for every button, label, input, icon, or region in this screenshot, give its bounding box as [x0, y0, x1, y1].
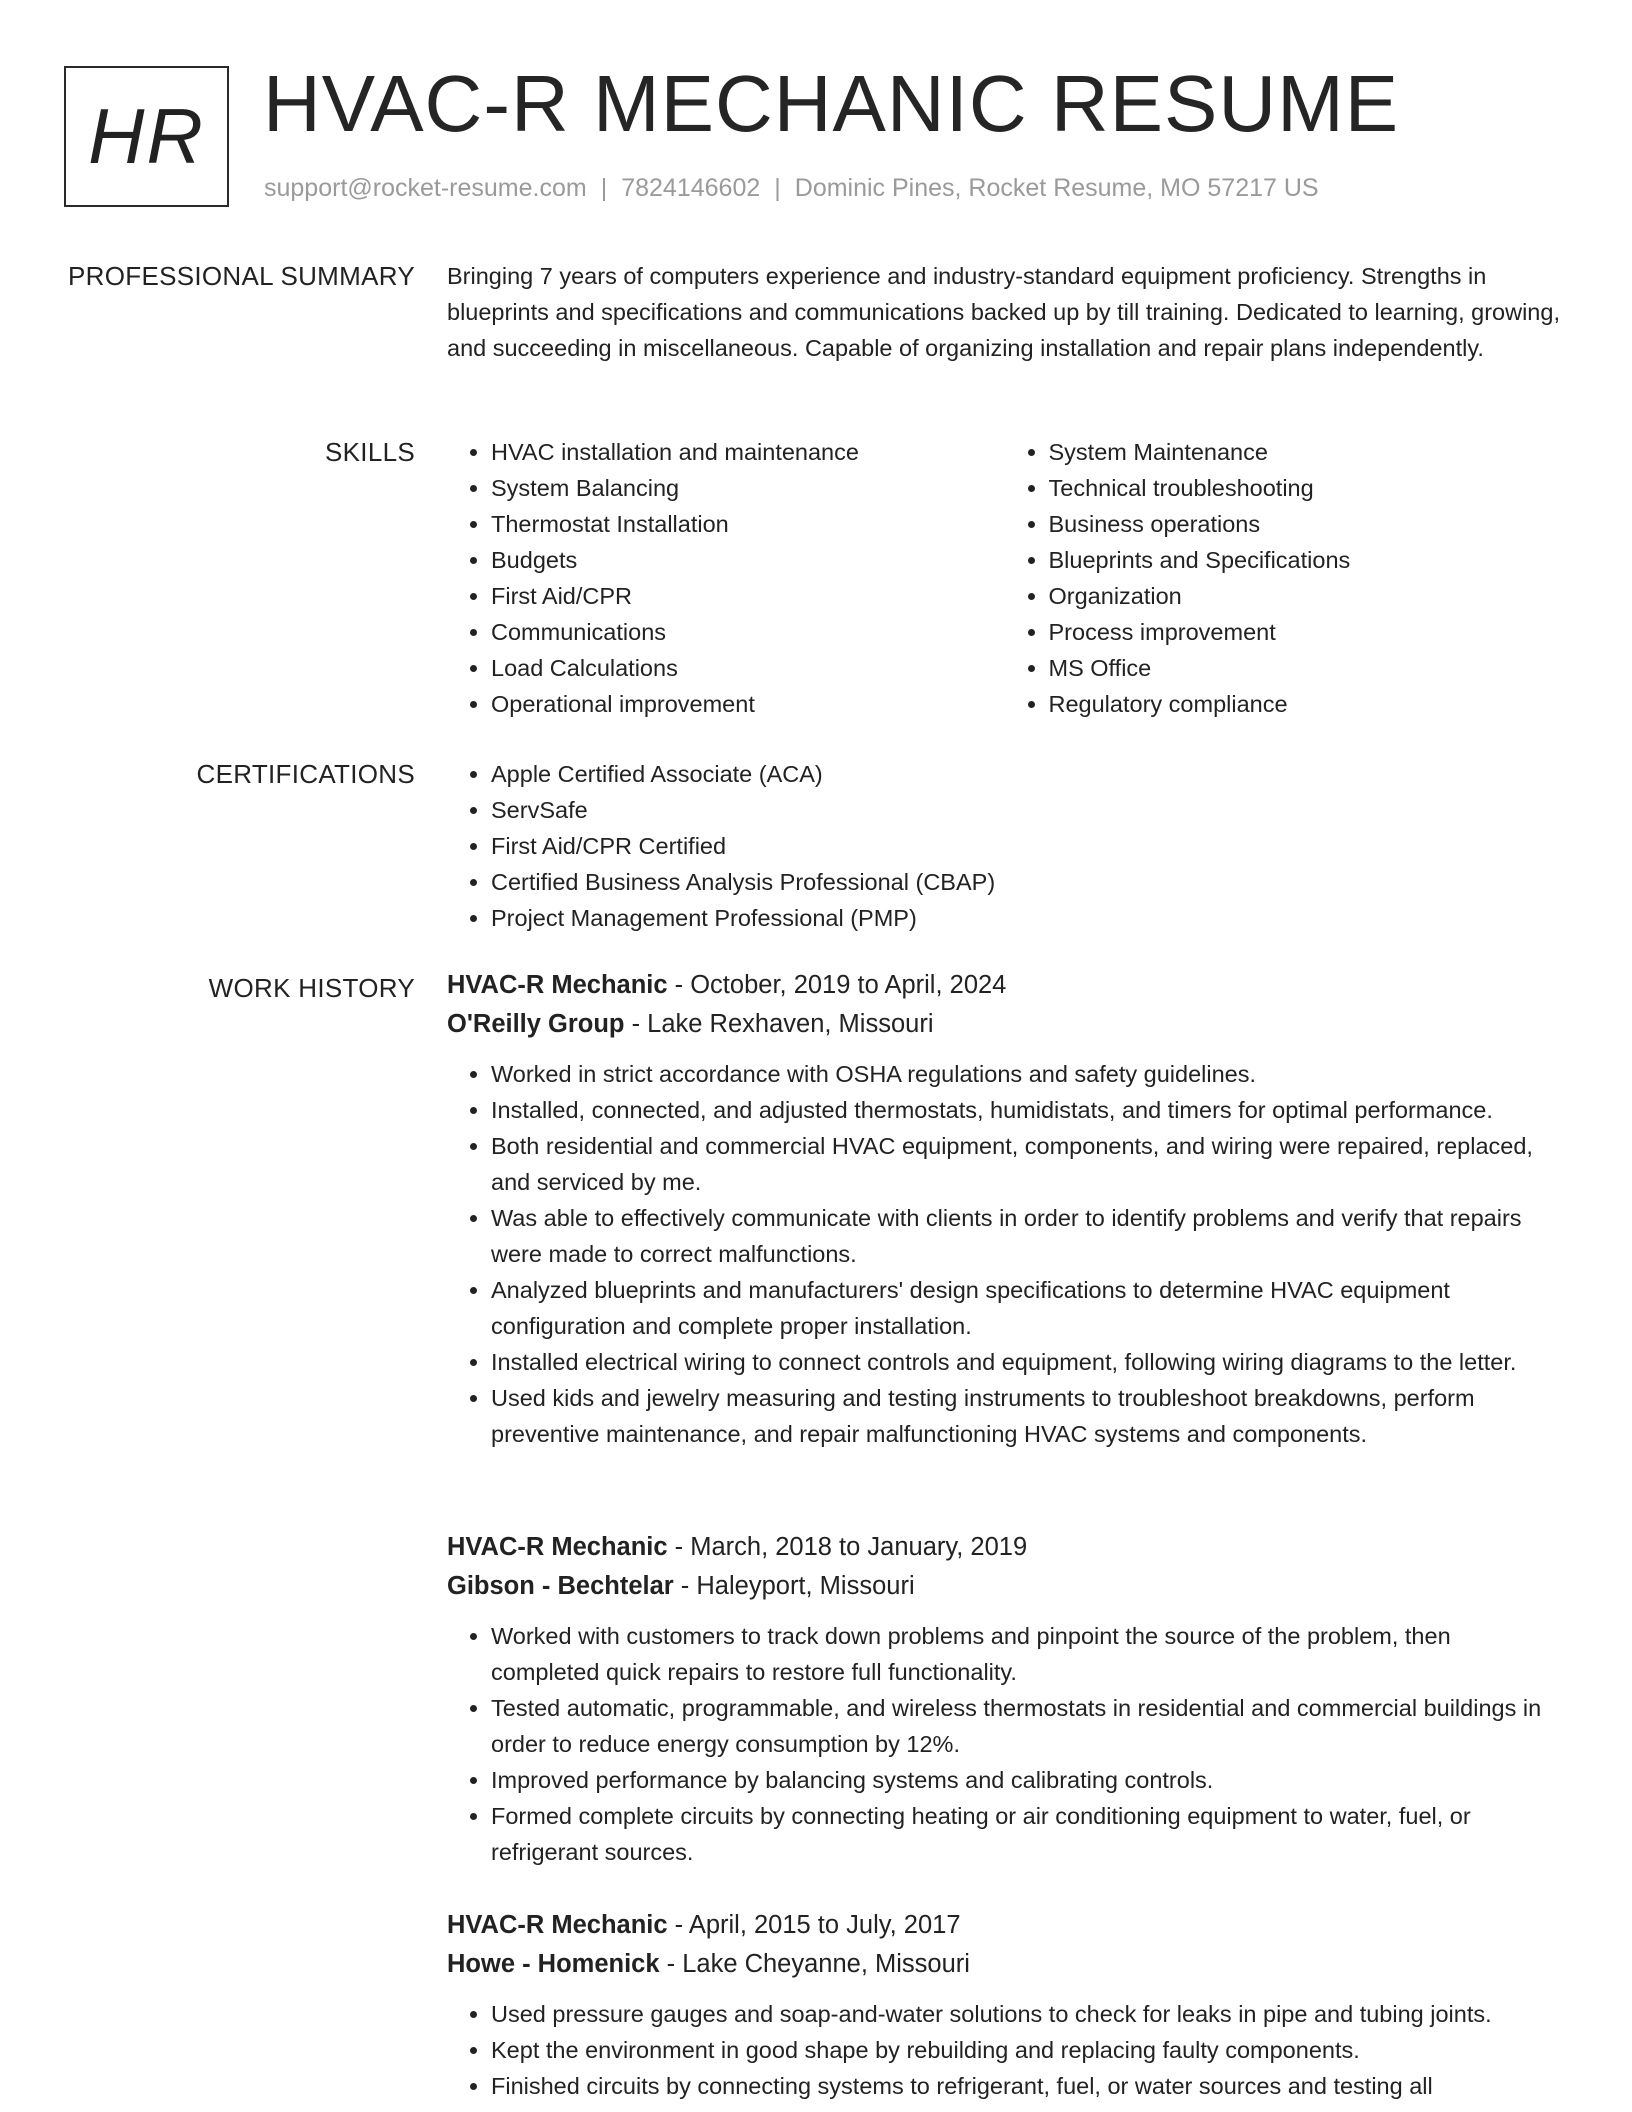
job-company-line — [447, 1945, 1562, 1984]
job-duty: • Worked with customers to track down problems and pinpoint the source of the problem, then completed quick repairs to restore full functionality. — [491, 1618, 1562, 1690]
skill-item: • Organization — [1049, 578, 1563, 614]
skill-item: • Communications — [491, 614, 1005, 650]
job-duty: • Used pressure gauges and soap-and-water solutions to check for leaks in pipe and tubing joints. — [491, 1996, 1562, 2032]
monogram-initials: HR — [88, 92, 205, 180]
certification-item: • First Aid/CPR Certified — [491, 828, 1562, 864]
section-label-certifications: CERTIFICATIONS — [196, 759, 415, 789]
certification-item: • Certified Business Analysis Professional (CBAP) — [491, 864, 1562, 900]
monogram-logo — [64, 66, 229, 207]
job-company: Howe - Homenick — [447, 1950, 660, 1978]
skills-list — [447, 434, 1562, 722]
skill-item: • MS Office — [1049, 650, 1563, 686]
job-dates: - October, 2019 to April, 2024 — [667, 971, 1007, 999]
job-location: - Lake Rexhaven, Missouri — [624, 1010, 934, 1038]
certification-item: • ServSafe — [491, 792, 1562, 828]
job-dates: - March, 2018 to January, 2019 — [667, 1533, 1028, 1561]
contact-phone[interactable]: 7824146602 — [621, 174, 761, 202]
skill-item: • System Maintenance — [1049, 434, 1563, 470]
job-title-line — [447, 966, 1562, 1005]
job-entry — [447, 1906, 1562, 2104]
job-duty: • Tested automatic, programmable, and wireless thermostats in residential and commercial buildings in order to reduce energy consumption by 12%. — [491, 1690, 1562, 1762]
job-company: Gibson - Bechtelar — [447, 1572, 674, 1600]
job-location: - Lake Cheyanne, Missouri — [659, 1950, 970, 1978]
skill-item: • Business operations — [1049, 506, 1563, 542]
skills-column-1 — [447, 434, 1005, 722]
job-duty: • Finished circuits by connecting systems to refrigerant, fuel, or water sources and testing all — [491, 2068, 1562, 2104]
job-duties-list — [447, 1618, 1562, 1870]
job-duty: • Used kids and jewelry measuring and testing instruments to troubleshoot breakdowns, perform preventive maintenance, and repair malfunctioning HVAC systems and components. — [491, 1380, 1562, 1452]
job-duties-list — [447, 1056, 1562, 1452]
certifications-body — [447, 756, 1562, 936]
job-title-line — [447, 1528, 1562, 1567]
skill-item: • Load Calculations — [491, 650, 1005, 686]
job-duty: • Installed, connected, and adjusted thermostats, humidistats, and timers for optimal performance. — [491, 1092, 1562, 1128]
contact-separator: | — [600, 174, 608, 202]
job-company-line — [447, 1567, 1562, 1606]
skill-item: • Budgets — [491, 542, 1005, 578]
job-entry — [447, 1528, 1562, 1870]
job-duty: • Both residential and commercial HVAC equipment, components, and wiring were repaired, replaced, and serviced by me. — [491, 1128, 1562, 1200]
contact-separator: | — [774, 174, 781, 202]
job-entry — [447, 966, 1562, 1452]
job-duty: • Was able to effectively communicate with clients in order to identify problems and verify that repairs were made to correct malfunctions. — [491, 1200, 1562, 1272]
certification-item: • Project Management Professional (PMP) — [491, 900, 1562, 936]
certification-item: • Apple Certified Associate (ACA) — [491, 756, 1562, 792]
skill-item: • System Balancing — [491, 470, 1005, 506]
job-company: O'Reilly Group — [447, 1010, 625, 1038]
contact-address: Dominic Pines, Rocket Resume, MO 57217 US — [794, 174, 1319, 202]
job-title-line — [447, 1906, 1562, 1945]
section-label-summary: PROFESSIONAL SUMMARY — [68, 261, 415, 291]
job-duties-list — [447, 1996, 1562, 2104]
skill-item: • Process improvement — [1049, 614, 1563, 650]
skill-item: • Regulatory compliance — [1049, 686, 1563, 722]
job-duty: • Improved performance by balancing systems and calibrating controls. — [491, 1762, 1562, 1798]
skill-item: • First Aid/CPR — [491, 578, 1005, 614]
skill-item: • Operational improvement — [491, 686, 1005, 722]
section-label-work-history: WORK HISTORY — [208, 973, 415, 1003]
section-label-skills: SKILLS — [325, 437, 415, 467]
job-title: HVAC-R Mechanic — [447, 1911, 668, 1939]
summary-body — [447, 258, 1562, 366]
skill-item: • HVAC installation and maintenance — [491, 434, 1005, 470]
summary-text: Bringing 7 years of computers experience and industry-standard equipment proficiency. Strengths in blueprints and specifications and communications backed up by till training. Dedicated to learning, growing, and succeeding in miscellaneous. Capable of organizing installation and repair plans independently. — [447, 263, 1560, 361]
skills-column-2 — [1005, 434, 1563, 722]
skill-item: • Technical troubleshooting — [1049, 470, 1563, 506]
skill-item: • Thermostat Installation — [491, 506, 1005, 542]
job-company-line — [447, 1005, 1562, 1044]
job-duty: • Formed complete circuits by connecting heating or air conditioning equipment to water, fuel, or refrigerant sources. — [491, 1798, 1562, 1870]
job-title: HVAC-R Mechanic — [447, 971, 668, 999]
job-title: HVAC-R Mechanic — [447, 1533, 668, 1561]
contact-line — [264, 174, 1319, 203]
job-duty: • Kept the environment in good shape by rebuilding and replacing faulty components. — [491, 2032, 1562, 2068]
job-duty: • Analyzed blueprints and manufacturers' design specifications to determine HVAC equipment configuration and complete proper installation. — [491, 1272, 1562, 1344]
contact-email[interactable]: support@rocket-resume.com — [264, 174, 587, 202]
job-duty: • Worked in strict accordance with OSHA regulations and safety guidelines. — [491, 1056, 1562, 1092]
certifications-list — [447, 756, 1562, 936]
job-duty: • Installed electrical wiring to connect controls and equipment, following wiring diagrams to the letter. — [491, 1344, 1562, 1380]
job-location: - Haleyport, Missouri — [673, 1572, 915, 1600]
skill-item: • Blueprints and Specifications — [1049, 542, 1563, 578]
resume-title: HVAC-R MECHANIC RESUME — [263, 59, 1400, 148]
job-dates: - April, 2015 to July, 2017 — [667, 1911, 961, 1939]
